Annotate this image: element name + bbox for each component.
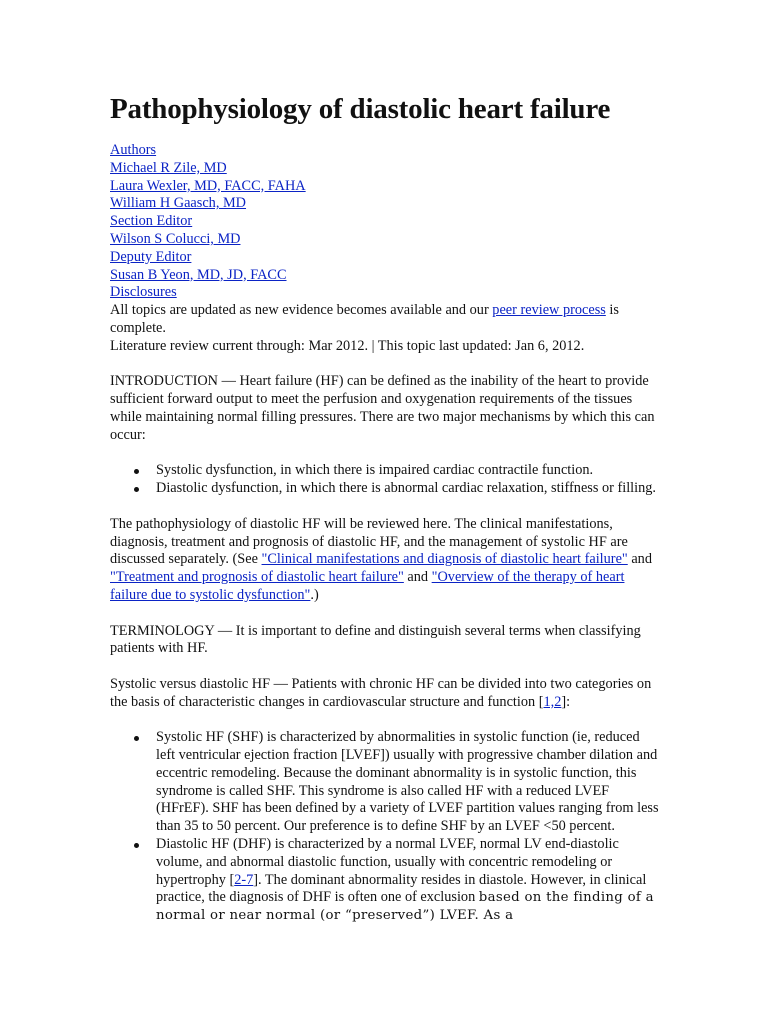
- section-editor-name-link[interactable]: Wilson S Colucci, MD: [110, 230, 241, 247]
- author-links: [110, 142, 660, 302]
- overview-end: .): [310, 586, 319, 603]
- update-note-text-end: is complete.: [110, 302, 619, 336]
- treatment-prognosis-link[interactable]: "Treatment and prognosis of diastolic heart failure": [110, 569, 404, 586]
- list-item-shf: Systolic HF (SHF) is characterized by abnormalities in systolic function (ie, reduced left ventricular ejection fraction [LVEF]) usually with progressive chamber dilation and eccentric remodeling. Because the dominant abnormality is in systolic function, this syndrome is called SHF. This syndrome is also called HF with a reduced LVEF (HFrEF). SHF has been defined by a variety of LVEF partition values ranging from less than 35 to 50 percent. Our preference is to define SHF by an LVEF <50 percent.: [156, 729, 659, 835]
- page-title: Pathophysiology of diastolic heart failure: [110, 93, 611, 125]
- definition-list: [110, 729, 660, 925]
- author-link-gaasch[interactable]: William H Gaasch, MD: [110, 195, 247, 212]
- list-item-diastolic: Diastolic dysfunction, in which there is abnormal cardiac relaxation, stiffness or filling.: [156, 480, 660, 498]
- systolic-vs-diastolic-paragraph: [110, 676, 660, 712]
- overview-and-2: and: [403, 569, 432, 586]
- peer-review-link[interactable]: peer review process: [492, 302, 606, 319]
- section-editor-link[interactable]: Section Editor: [110, 213, 193, 230]
- deputy-editor-name-link[interactable]: Susan B Yeon, MD, JD, FACC: [110, 266, 287, 283]
- dhf-last-line: based on the finding of a normal or near normal (or “preserved”) LVEF. As a: [156, 890, 654, 924]
- clinical-manifestations-link[interactable]: "Clinical manifestations and diagnosis of diastolic heart failure": [261, 551, 628, 568]
- therapy-overview-link[interactable]: "Overview of the therapy of heart failure due to systolic dysfunction": [110, 569, 625, 603]
- review-line: Literature review current through: Mar 2012. | This topic last updated: Jan 6, 2012.: [110, 337, 585, 354]
- mechanism-list: [110, 462, 660, 498]
- article: [110, 92, 660, 925]
- update-note: [110, 302, 660, 338]
- author-link-wexler[interactable]: Laura Wexler, MD, FACC, FAHA: [110, 177, 306, 194]
- dhf-text-continued: ]. The dominant abnormality resides in diastole. However, in clinical practice, the diagnosis of DHF is often one of exclusion: [156, 871, 647, 906]
- svd-end: ]:: [561, 693, 571, 710]
- introduction-paragraph: INTRODUCTION — Heart failure (HF) can be defined as the inability of the heart to provide sufficient forward output to meet the perfusion and oxygenation requirements of the tissues while maintaining normal filling pressures. There are two major mechanisms by which this can occur:: [110, 373, 655, 443]
- dhf-text: Diastolic HF (DHF) is characterized by a normal LVEF, normal LV end-diastolic volume, and abnormal diastolic function, usually with concentric remodeling or hypertrophy [: [156, 836, 619, 888]
- list-item-systolic: Systolic dysfunction, in which there is impaired cardiac contractile function.: [156, 462, 660, 480]
- deputy-editor-link[interactable]: Deputy Editor: [110, 248, 192, 265]
- authors-link[interactable]: Authors: [110, 142, 157, 158]
- overview-text: The pathophysiology of diastolic HF will be reviewed here. The clinical manifestations, diagnosis, treatment and prognosis of diastolic HF, and the management of systolic HF are discussed separately. (See: [110, 515, 628, 568]
- reference-link-1-2[interactable]: 1,2: [543, 693, 562, 710]
- overview-paragraph: [110, 516, 660, 605]
- svd-text: Systolic versus diastolic HF — Patients with chronic HF can be divided into two categories on the basis of characteristic changes in cardiovascular structure and function [: [110, 675, 652, 710]
- list-item-dhf: [156, 836, 660, 925]
- update-note-text: All topics are updated as new evidence becomes available and our: [110, 302, 493, 319]
- author-link-zile[interactable]: Michael R Zile, MD: [110, 159, 227, 176]
- reference-link-2-7[interactable]: 2-7: [234, 871, 254, 888]
- disclosures-link[interactable]: Disclosures: [110, 284, 177, 301]
- terminology-paragraph: TERMINOLOGY — It is important to define and distinguish several terms when classifying patients with HF.: [110, 622, 641, 657]
- overview-and-1: and: [627, 551, 652, 568]
